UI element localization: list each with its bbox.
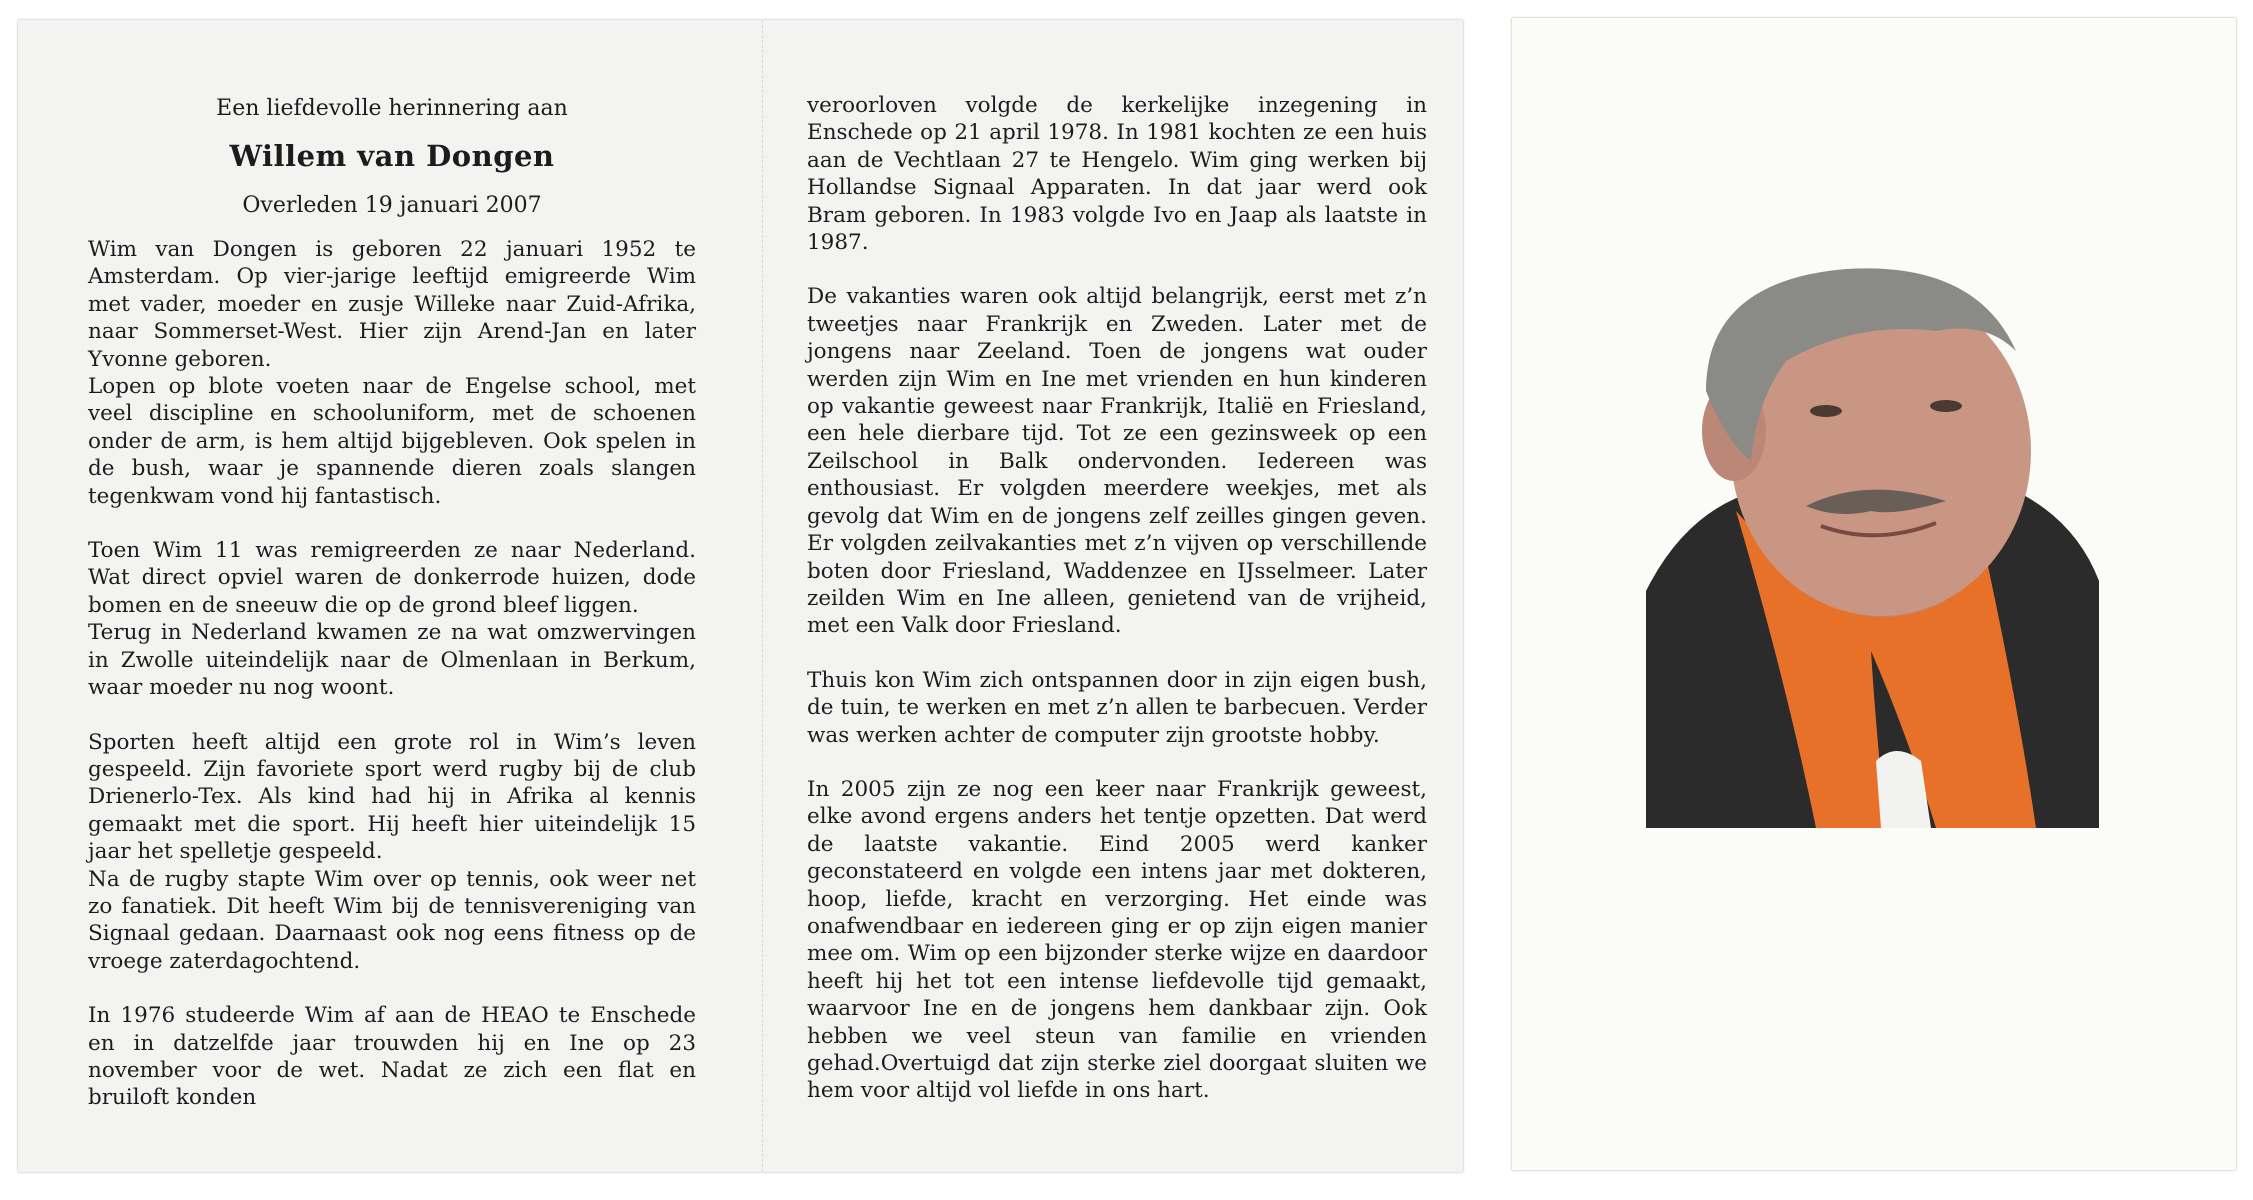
paragraph: In 2005 zijn ze nog een keer naar Frankrijk geweest, elke avond ergens anders het tentje opzetten. Dat werd de laatste vakantie. Eind 2005 werd kanker geconstateerd en volgde een intens jaar met dokteren, hoop, liefde, kracht en verzorging. Het einde was onafwendbaar en iedereen ging er op zijn eigen manier mee om. Wim op een bijzonder sterke wijze en daardoor heeft hij het tot een intense liefdevolle tijd gemaakt, waarvoor Ine en de jongens hem dankbaar zijn. Ook hebben we veel steun van familie en vrienden gehad.Overtuigd dat zijn sterke ziel doorgaat sluiten we hem voor altijd vol liefde in ons hart. [807, 776, 1427, 1104]
intro-line: Een liefdevolle herinnering aan [216, 96, 568, 121]
paragraph: Sporten heeft altijd een grote rol in Wim’s leven gespeeld. Zijn favoriete sport werd rugby bij de club Drienerlo-Tex. Als kind had hij in Afrika al kennis gemaakt met die sport. Hij heeft hier uiteindelijk 15 jaar het spelletje gespeeld. [88, 729, 696, 865]
left-eye [1810, 405, 1842, 417]
right-eye [1930, 400, 1962, 412]
paragraph: Thuis kon Wim zich ontspannen door in zijn eigen bush, de tuin, te werken en met z’n allen te barbecuen. Verder was werken achter de computer zijn grootste hobby. [807, 667, 1427, 748]
portrait-photo [1646, 261, 2099, 828]
deceased-name: Willem van Dongen [229, 139, 555, 173]
memorial-card-photo-side [1512, 18, 2236, 1170]
memorial-card-inside [18, 20, 1463, 1172]
right-column [807, 92, 1427, 1105]
death-date: Overleden 19 januari 2007 [242, 193, 542, 218]
paragraph: Terug in Nederland kwamen ze na wat omzwervingen in Zwolle uiteindelijk naar de Olmenlaan in Berkum, waar moeder nu nog woont. [88, 620, 696, 701]
left-column [88, 78, 696, 1112]
paragraph: veroorloven volgde de kerkelijke inzegening in Enschede op 21 april 1978. In 1981 kochten ze een huis aan de Vechtlaan 27 te Hengelo. Wim ging werken bij Hollandse Signaal Apparaten. In dat jaar werd ook Bram geboren. In 1983 volgde Ivo en Jaap als laatste in 1987. [807, 93, 1427, 256]
paragraph: Wim van Dongen is geboren 22 januari 1952 te Amsterdam. Op vier-jarige leeftijd emigreerde Wim met vader, moeder en zusje Willeke naar Zuid-Afrika, naar Sommerset-West. Hier zijn Arend-Jan en later Yvonne geboren. [88, 237, 696, 372]
paragraph: Toen Wim 11 was remigreerden ze naar Nederland. Wat direct opviel waren de donkerrode huizen, dode bomen en de sneeuw die op de grond bleef liggen. [88, 538, 696, 618]
paragraph: Lopen op blote voeten naar de Engelse school, met veel discipline en schooluniform, met de schoenen onder de arm, is hem altijd bijgebleven. Ook spelen in de bush, waar je spannende dieren zoals slangen tegenkwam vond hij fantastisch. [88, 374, 696, 509]
paragraph: Na de rugby stapte Wim over op tennis, ook weer net zo fanatiek. Dit heeft Wim bij de tennisvereniging van Signaal gedaan. Daarnaast ook nog eens fitness op de vroege zaterdagochtend. [88, 866, 696, 974]
paragraph: In 1976 studeerde Wim af aan de HEAO te Enschede en in datzelfde jaar trouwden hij en Ine op 23 november voor de wet. Nadat ze zich een flat en bruiloft konden [88, 1003, 696, 1111]
paragraph: De vakanties waren ook altijd belangrijk, eerst met z’n tweetjes naar Frankrijk en Zweden. Later met de jongens naar Zeeland. Toen de jongens wat ouder werden zijn Wim en Ine met vrienden en hun kinderen op vakantie geweest naar Frankrijk, Italië en Friesland, een hele dierbare tijd. Tot ze een gezinsweek op een Zeilschool in Balk ondervonden. Iedereen was enthousiast. Er volgden meerdere weekjes, met als gevolg dat Wim en de jongens zelf zeilles gingen geven. Er volgden zeilvakanties met z’n vijven op verschillende boten door Friesland, Waddenzee en IJsselmeer. Later zeilden Wim en Ine alleen, genietend van de vrijheid, met een Valk door Friesland. [807, 284, 1427, 639]
portrait-illustration [1646, 261, 2099, 828]
card-fold-line [762, 20, 763, 1172]
